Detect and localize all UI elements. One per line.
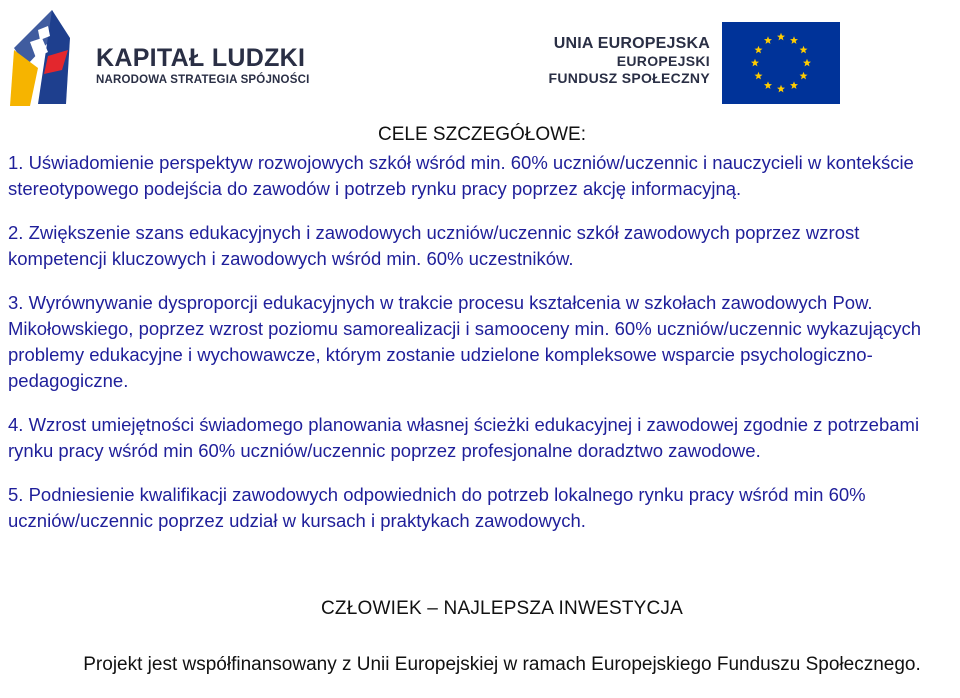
- eu-line-2: EUROPEJSKI: [616, 53, 710, 69]
- eu-line-3: FUNDUSZ SPOŁECZNY: [548, 70, 710, 86]
- footer-motto: CZŁOWIEK – NAJLEPSZA INWESTYCJA: [321, 598, 683, 619]
- eu-flag-icon: [722, 22, 840, 104]
- header: [0, 0, 960, 115]
- kl-subtitle: NARODOWA STRATEGIA SPÓJNOŚCI: [96, 74, 310, 86]
- kl-title: KAPITAŁ LUDZKI: [96, 44, 306, 72]
- goal-1: 1. Uświadomienie perspektyw rozwojowych szkół wśród min. 60% uczniów/uczennic i nauczycieli w kontekście stereotypowego podejścia do zawodów i potrzeb rynku pracy poprzez akcję informacyjną.: [8, 152, 914, 199]
- kapital-ludzki-text: [96, 44, 309, 86]
- eu-title: UNIA EUROPEJSKA: [553, 35, 710, 52]
- goal-2: 2. Zwiększenie szans edukacyjnych i zawodowych uczniów/uczennic szkół zawodowych poprzez wzrost kompetencji kluczowych i zawodowych wśród min. 60% uczestników.: [8, 222, 860, 269]
- footer-note: Projekt jest współfinansowany z Unii Europejskiej w ramach Europejskiego Funduszu Społecznego.: [83, 654, 921, 675]
- main-content: [8, 122, 956, 552]
- goal-3: 3. Wyrównywanie dysproporcji edukacyjnych w trakcie procesu kształcenia w szkołach zawodowych Pow. Mikołowskiego, poprzez wzrost poziomu samorealizacji i samooceny min. 60% uczniów/uczennic wykazujących problemy edukacyjne i wychowawcze, którym zostanie udzielone kompleksowe wsparcie psychologiczno-pedagogiczne.: [8, 292, 922, 391]
- goal-5: 5. Podniesienie kwalifikacji zawodowych odpowiednich do potrzeb lokalnego rynku pracy wśród min 60% uczniów/uczennic poprzez udział w kursach i praktykach zawodowych.: [8, 484, 866, 531]
- goal-4: 4. Wzrost umiejętności świadomego planowania własnej ścieżki edukacyjnej i zawodowej zgodnie z potrzebami rynku pracy wśród min 60% uczniów/uczennic poprzez profesjonalne doradztwo zawodowe.: [8, 414, 920, 461]
- page-title: CELE SZCZEGÓŁOWE:: [378, 124, 586, 145]
- kapital-ludzki-logo-icon: [8, 8, 96, 108]
- eu-text: [544, 34, 710, 87]
